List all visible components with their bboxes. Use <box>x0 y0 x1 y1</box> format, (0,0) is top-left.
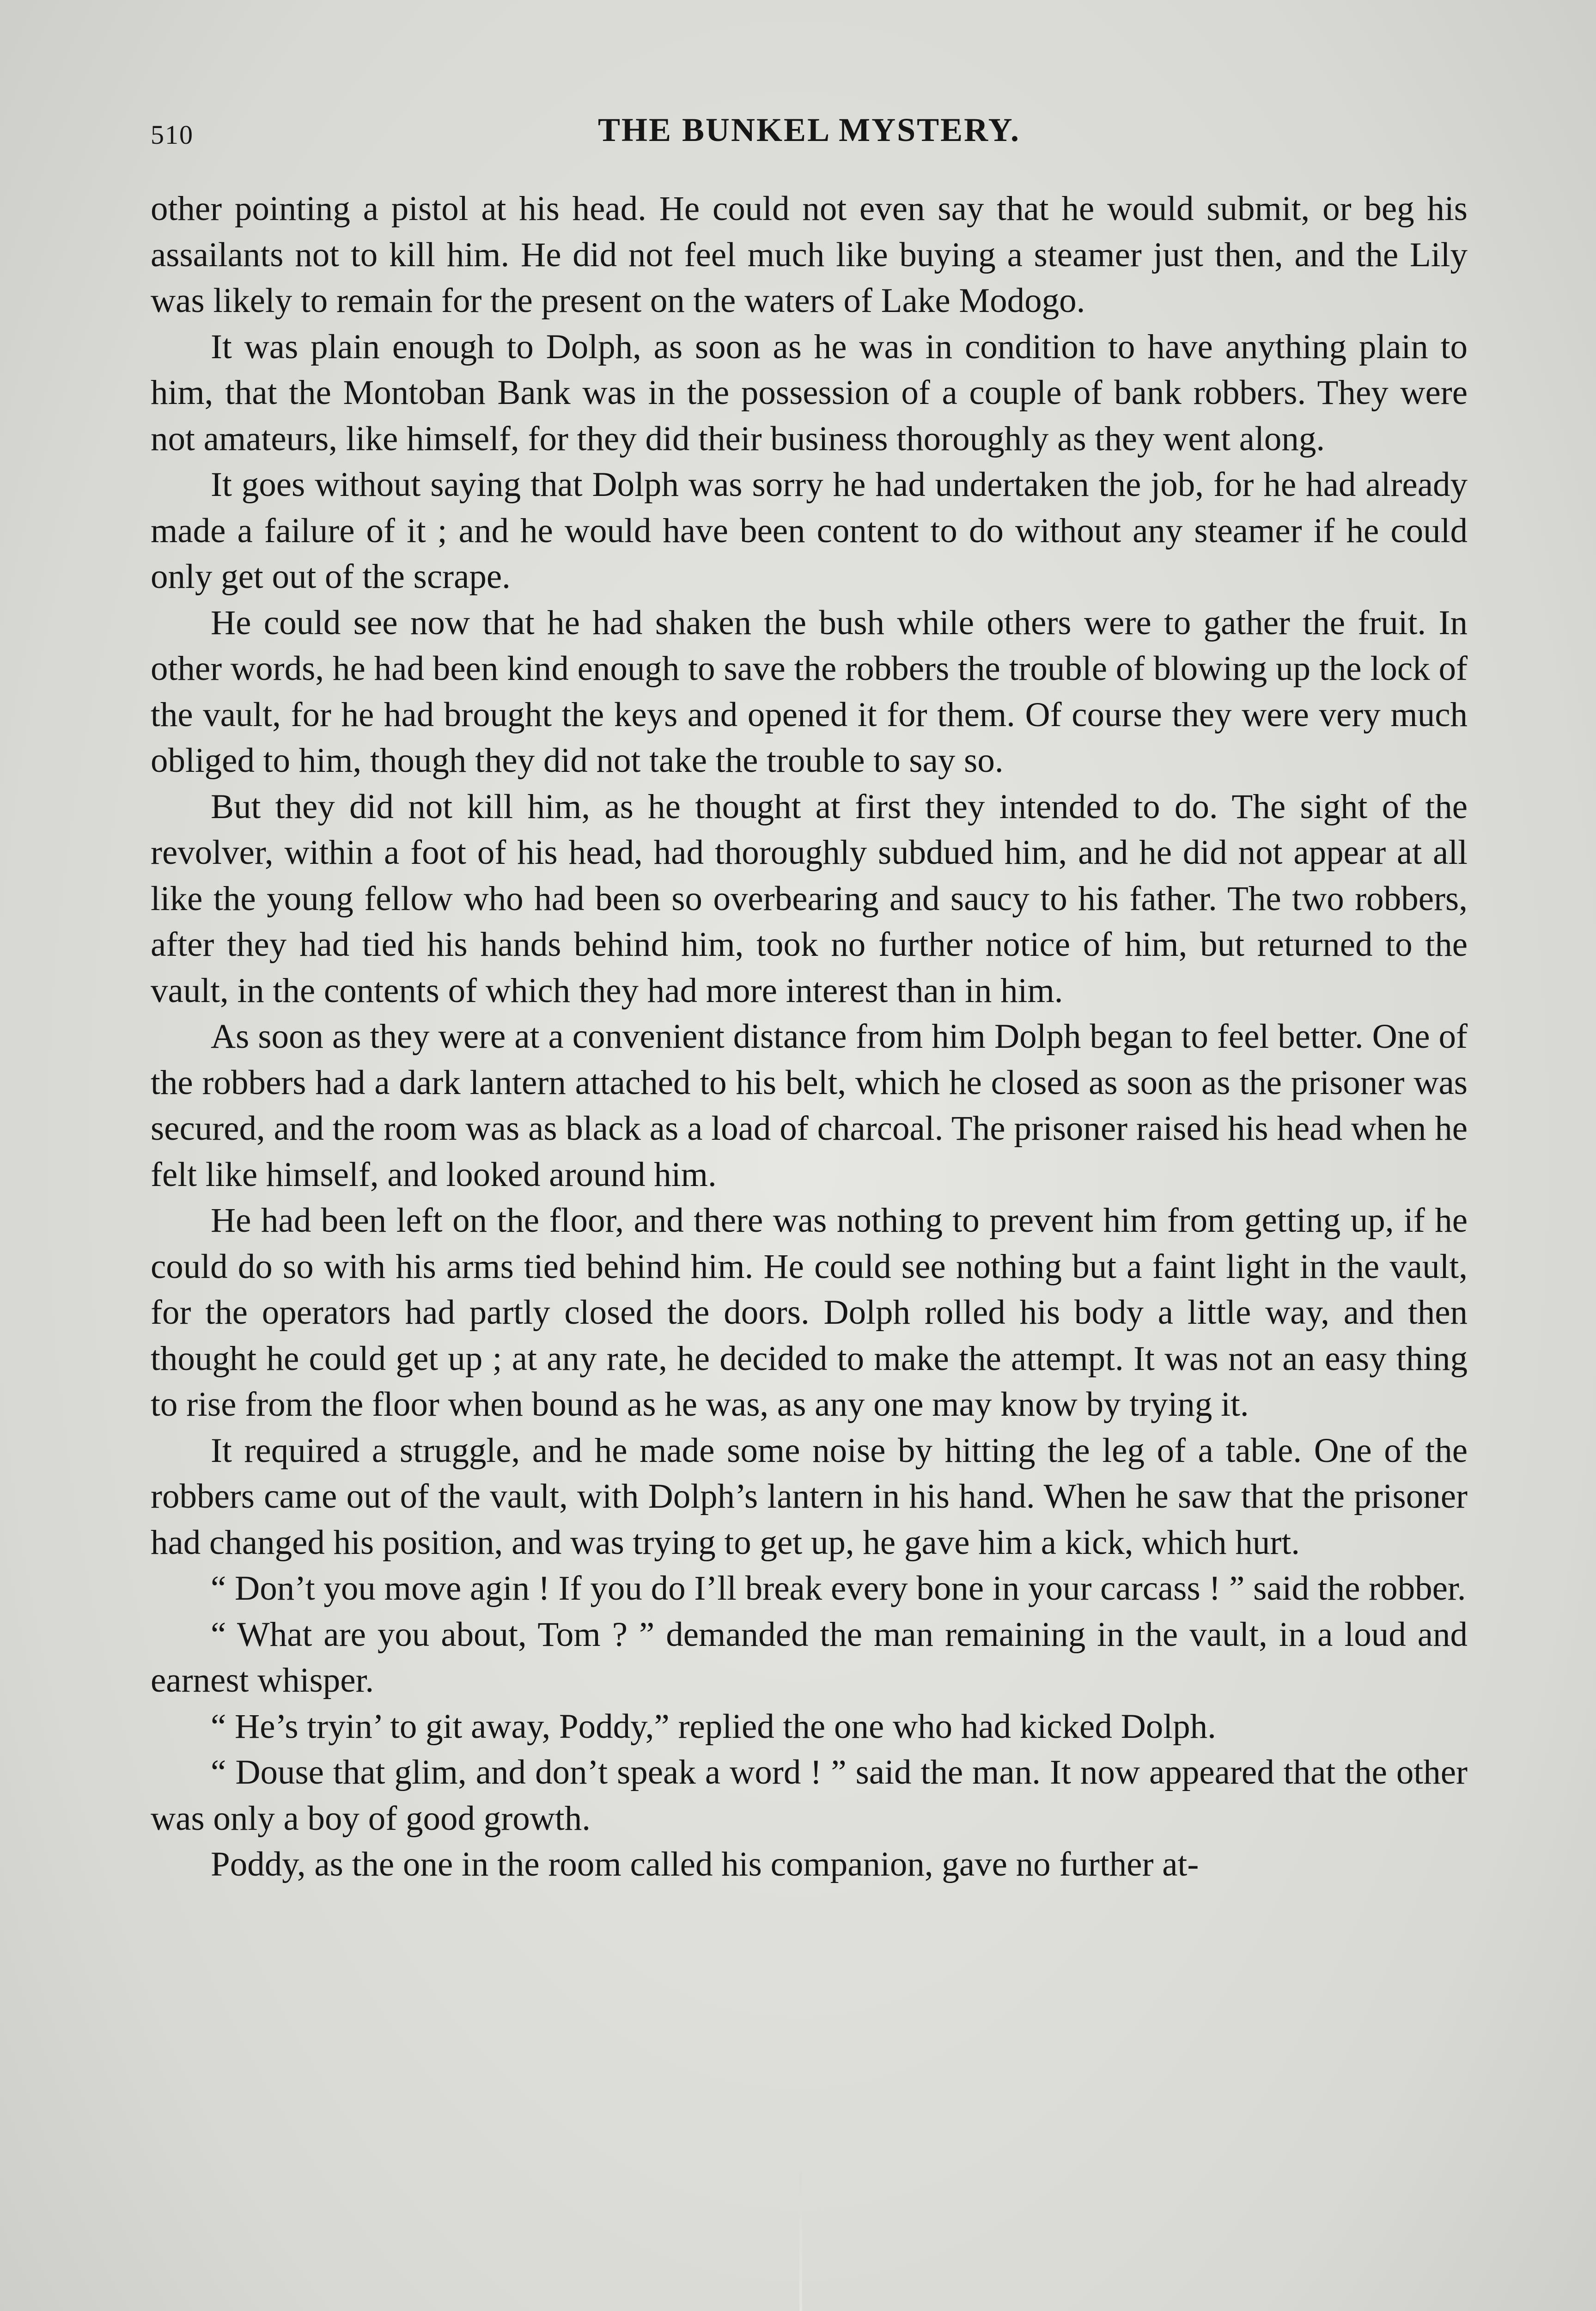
paragraph: “ Don’t you move agin ! If you do I’ll break every bone in your carcass ! ” said the robber. <box>211 1569 1466 1608</box>
paragraph: As soon as they were at a convenient distance from him Dolph began to feel better. One of the robbers had a dark lantern attached to his belt, which he closed as soon as the prisoner was secured, and the room was as black as a load of charcoal. The prisoner raised his head when he felt like himself, and looked around him. <box>151 1017 1468 1194</box>
page-header <box>151 111 1468 166</box>
paragraph: It required a struggle, and he made some noise by hitting the leg of a table. One of the robbers came out of the vault, with Dolph’s lantern in his hand. When he saw that the prisoner had changed his position, and was trying to get up, he gave him a kick, which hurt. <box>151 1431 1468 1562</box>
paragraph: He could see now that he had shaken the bush while others were to gather the fruit. In other words, he had been kind enough to save the robbers the trouble of blowing up the lock of the vault, for he had brought the keys and opened it for them. Of course they were very much obliged to him, though they did not take the trouble to say so. <box>151 603 1468 780</box>
paragraph: “ What are you about, Tom ? ” demanded the man remaining in the vault, in a loud and earnest whisper. <box>151 1615 1468 1700</box>
page-crease <box>799 2172 802 2311</box>
paragraph: “ Douse that glim, and don’t speak a word ! ” said the man. It now appeared that the other was only a boy of good growth. <box>151 1753 1468 1838</box>
paragraph: other pointing a pistol at his head. He could not even say that he would submit, or beg his assailants not to kill him. He did not feel much like buying a steamer just then, and the Lily was likely to remain for the present on the waters of Lake Modogo. <box>151 190 1468 320</box>
page-number: 510 <box>151 120 194 150</box>
paragraph: It goes without saying that Dolph was sorry he had undertaken the job, for he had already made a failure of it ; and he would have been content to do without any steamer if he could only get out of the scrape. <box>151 465 1468 596</box>
paragraph: He had been left on the floor, and there was nothing to prevent him from getting up, if he could do so with his arms tied behind him. He could see nothing but a faint light in the vault, for the operators had partly closed the doors. Dolph rolled his body a little way, and then thought he could get up ; at any rate, he decided to make the attempt. It was not an easy thing to rise from the floor when bound as he was, as any one may know by trying it. <box>151 1201 1468 1424</box>
paragraph: But they did not kill him, as he thought at first they intended to do. The sight of the revolver, within a foot of his head, had thoroughly subdued him, and he did not appear at all like the young fellow who had been so overbearing and saucy to his father. The two robbers, after they had tied his hands behind him, took no further notice of him, but returned to the vault, in the contents of which they had more interest than in him. <box>151 787 1468 1010</box>
running-title: THE BUNKEL MYSTERY. <box>597 111 1021 148</box>
body-text <box>151 186 1468 1888</box>
paragraph: It was plain enough to Dolph, as soon as he was in condition to have anything plain to him, that the Montoban Bank was in the possession of a couple of bank robbers. They were not amateurs, like himself, for they did their business thoroughly as they went along. <box>151 327 1468 458</box>
paragraph: Poddy, as the one in the room called his companion, gave no further at- <box>211 1845 1199 1883</box>
paragraph: “ He’s tryin’ to git away, Poddy,” replied the one who had kicked Dolph. <box>211 1707 1216 1746</box>
